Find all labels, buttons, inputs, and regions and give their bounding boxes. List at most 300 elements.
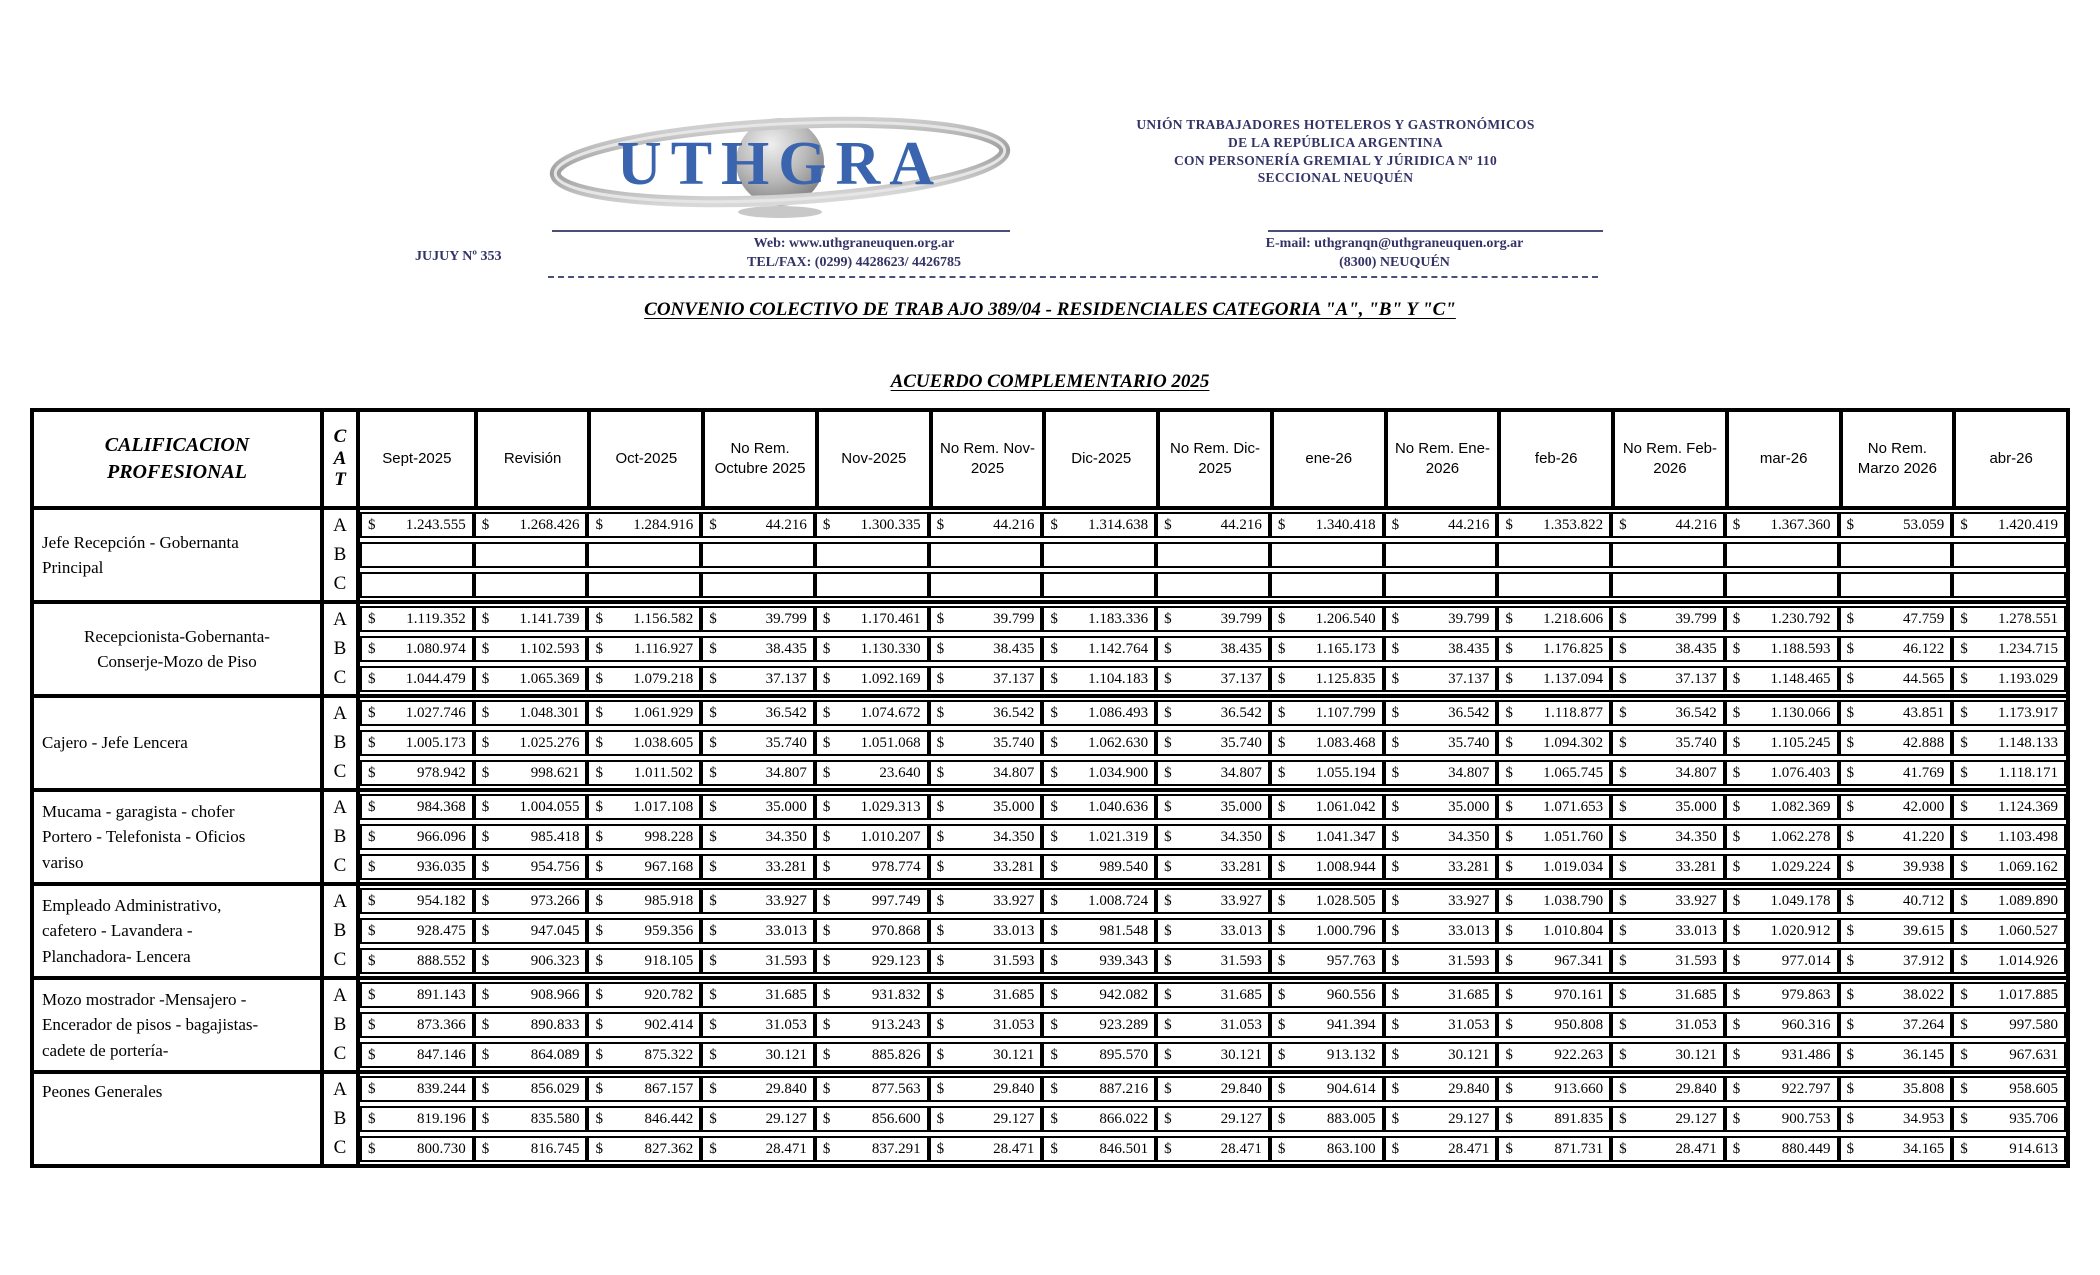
money-value: 1.148.133 bbox=[1997, 734, 2058, 751]
logo-shadow bbox=[738, 206, 822, 218]
money-cell bbox=[815, 512, 929, 538]
money-cell bbox=[929, 636, 1043, 662]
money-value: 1.079.218 bbox=[633, 670, 694, 687]
money-value: 37.264 bbox=[1903, 1016, 1945, 1033]
currency-symbol: $ bbox=[1732, 1016, 1741, 1033]
money-cell bbox=[1384, 794, 1498, 820]
currency-symbol: $ bbox=[1960, 764, 1968, 781]
money-cell bbox=[701, 636, 815, 662]
currency-symbol: $ bbox=[1050, 952, 1058, 969]
money-value: 1.029.224 bbox=[1770, 858, 1831, 875]
currency-symbol: $ bbox=[936, 828, 945, 845]
currency-symbol: $ bbox=[1960, 1016, 1968, 1033]
currency-symbol: $ bbox=[1391, 734, 1400, 751]
money-value: 888.552 bbox=[416, 952, 466, 969]
money-cell bbox=[1497, 700, 1611, 726]
money-cell bbox=[1042, 1042, 1156, 1068]
money-value: 33.927 bbox=[993, 892, 1035, 909]
currency-symbol: $ bbox=[595, 922, 603, 939]
currency-symbol: $ bbox=[1619, 610, 1627, 627]
currency-symbol: $ bbox=[1277, 1110, 1286, 1127]
money-value: 819.196 bbox=[416, 1110, 466, 1127]
money-value: 38.022 bbox=[1903, 986, 1945, 1003]
money-cell bbox=[1497, 948, 1611, 974]
currency-symbol: $ bbox=[368, 610, 376, 627]
currency-symbol: $ bbox=[1619, 764, 1627, 781]
currency-symbol: $ bbox=[1960, 1140, 1968, 1157]
money-value: 1.062.278 bbox=[1770, 828, 1831, 845]
money-value: 1.130.330 bbox=[860, 640, 921, 657]
money-value: 913.132 bbox=[1326, 1046, 1376, 1063]
money-value: 1.103.498 bbox=[1997, 828, 2058, 845]
money-cell bbox=[1725, 606, 1839, 632]
money-value: 1.029.313 bbox=[860, 798, 921, 815]
currency-symbol: $ bbox=[481, 1046, 490, 1063]
currency-symbol: $ bbox=[1960, 1110, 1968, 1127]
money-cell bbox=[587, 1106, 701, 1132]
money-value: 904.614 bbox=[1326, 1080, 1376, 1097]
currency-symbol: $ bbox=[1619, 640, 1627, 657]
currency-symbol: $ bbox=[1050, 516, 1058, 533]
money-value: 973.266 bbox=[530, 892, 580, 909]
currency-symbol: $ bbox=[936, 704, 945, 721]
money-value: 1.051.760 bbox=[1543, 828, 1604, 845]
money-value: 30.121 bbox=[993, 1046, 1035, 1063]
money-cell bbox=[1952, 948, 2066, 974]
org-line-1: UNIÓN TRABAJADORES HOTELEROS Y GASTRONÓMICOS bbox=[1136, 117, 1535, 132]
money-value: 31.593 bbox=[1220, 952, 1262, 969]
money-cell bbox=[474, 512, 588, 538]
money-cell bbox=[474, 918, 588, 944]
money-value: 1.156.582 bbox=[633, 610, 694, 627]
money-cell bbox=[1156, 730, 1270, 756]
money-cell bbox=[1270, 700, 1384, 726]
money-cell bbox=[929, 982, 1043, 1008]
currency-symbol: $ bbox=[368, 1016, 376, 1033]
currency-symbol: $ bbox=[822, 1080, 831, 1097]
currency-symbol: $ bbox=[1846, 704, 1855, 721]
money-cell bbox=[1611, 982, 1725, 1008]
currency-symbol: $ bbox=[1277, 670, 1286, 687]
currency-symbol: $ bbox=[481, 1140, 490, 1157]
currency-symbol: $ bbox=[1277, 1080, 1286, 1097]
column-header-6: No Rem. Nov-2025 bbox=[929, 412, 1043, 506]
money-cell bbox=[1725, 1136, 1839, 1162]
currency-symbol: $ bbox=[1164, 986, 1172, 1003]
money-cell bbox=[1952, 636, 2066, 662]
cat-cell: A B C bbox=[324, 604, 360, 694]
group-name: Jefe Recepción - Gobernanta Principal bbox=[34, 510, 324, 600]
money-value: 1.005.173 bbox=[405, 734, 466, 751]
money-cell bbox=[1725, 794, 1839, 820]
money-cell bbox=[815, 606, 929, 632]
money-value: 29.127 bbox=[1675, 1110, 1717, 1127]
cat-cell: A B C bbox=[324, 792, 360, 882]
currency-symbol: $ bbox=[1619, 952, 1627, 969]
money-cell bbox=[1839, 888, 1953, 914]
money-cell bbox=[1611, 1076, 1725, 1102]
currency-symbol: $ bbox=[481, 1080, 490, 1097]
currency-symbol: $ bbox=[481, 704, 490, 721]
money-cell bbox=[1497, 854, 1611, 880]
money-value: 33.281 bbox=[1448, 858, 1490, 875]
column-header-10: No Rem. Ene-2026 bbox=[1384, 412, 1498, 506]
money-value: 1.141.739 bbox=[519, 610, 580, 627]
money-value: 923.289 bbox=[1099, 1016, 1149, 1033]
money-value: 887.216 bbox=[1099, 1080, 1149, 1097]
money-cell bbox=[1270, 1042, 1384, 1068]
money-cell bbox=[1384, 1042, 1498, 1068]
money-cell bbox=[587, 824, 701, 850]
money-cell bbox=[587, 512, 701, 538]
money-cell bbox=[815, 948, 929, 974]
money-value: 1.119.352 bbox=[406, 610, 466, 627]
money-value: 1.268.426 bbox=[519, 516, 580, 533]
money-cell bbox=[474, 824, 588, 850]
money-value: 39.799 bbox=[1675, 610, 1717, 627]
money-value: 31.685 bbox=[1675, 986, 1717, 1003]
uthgra-logo bbox=[548, 104, 1018, 224]
money-cell bbox=[1611, 700, 1725, 726]
column-header-9: ene-26 bbox=[1270, 412, 1384, 506]
money-value: 35.740 bbox=[1675, 734, 1717, 751]
money-cell bbox=[1839, 1012, 1953, 1038]
currency-symbol: $ bbox=[1960, 640, 1968, 657]
money-cell bbox=[1725, 1012, 1839, 1038]
money-value: 835.580 bbox=[530, 1110, 580, 1127]
currency-symbol: $ bbox=[595, 1140, 603, 1157]
money-cell bbox=[1384, 512, 1498, 538]
currency-symbol: $ bbox=[1277, 1016, 1286, 1033]
money-cell bbox=[1725, 730, 1839, 756]
currency-symbol: $ bbox=[709, 1046, 717, 1063]
money-value: 39.799 bbox=[1448, 610, 1490, 627]
money-cell bbox=[1611, 794, 1725, 820]
currency-symbol: $ bbox=[1505, 1110, 1513, 1127]
column-header-2: Revisión bbox=[474, 412, 588, 506]
money-cell bbox=[701, 1012, 815, 1038]
currency-symbol: $ bbox=[822, 704, 831, 721]
currency-symbol: $ bbox=[1960, 892, 1968, 909]
money-cell bbox=[1270, 918, 1384, 944]
money-value: 1.102.593 bbox=[519, 640, 580, 657]
currency-symbol: $ bbox=[595, 610, 603, 627]
currency-symbol: $ bbox=[709, 670, 717, 687]
currency-symbol: $ bbox=[822, 764, 831, 781]
money-value: 1.107.799 bbox=[1315, 704, 1376, 721]
money-value: 1.183.336 bbox=[1088, 610, 1149, 627]
money-value: 35.740 bbox=[1220, 734, 1262, 751]
currency-symbol: $ bbox=[368, 858, 376, 875]
money-cell bbox=[360, 606, 474, 632]
currency-symbol: $ bbox=[1164, 1016, 1172, 1033]
money-value: 1.218.606 bbox=[1543, 610, 1604, 627]
currency-symbol: $ bbox=[1050, 764, 1058, 781]
currency-symbol: $ bbox=[709, 704, 717, 721]
money-cell bbox=[929, 1106, 1043, 1132]
money-cell bbox=[1156, 666, 1270, 692]
money-value: 34.807 bbox=[1220, 764, 1262, 781]
currency-symbol: $ bbox=[1277, 734, 1286, 751]
currency-symbol: $ bbox=[1391, 828, 1400, 845]
currency-symbol: $ bbox=[368, 1046, 376, 1063]
money-value: 939.343 bbox=[1099, 952, 1149, 969]
money-cell bbox=[1611, 824, 1725, 850]
money-cell bbox=[1611, 854, 1725, 880]
money-cell bbox=[1156, 1042, 1270, 1068]
currency-symbol: $ bbox=[1277, 1140, 1286, 1157]
currency-symbol: $ bbox=[481, 986, 490, 1003]
money-cell bbox=[1270, 1076, 1384, 1102]
currency-symbol: $ bbox=[595, 516, 603, 533]
currency-symbol: $ bbox=[1619, 922, 1627, 939]
money-value: 1.034.900 bbox=[1088, 764, 1149, 781]
currency-symbol: $ bbox=[709, 1140, 717, 1157]
money-value: 31.685 bbox=[993, 986, 1035, 1003]
money-cell bbox=[1156, 1136, 1270, 1162]
currency-symbol: $ bbox=[1960, 670, 1968, 687]
money-value: 31.053 bbox=[1448, 1016, 1490, 1033]
money-cell bbox=[815, 730, 929, 756]
money-cell bbox=[587, 606, 701, 632]
money-value: 1.014.926 bbox=[1997, 952, 2058, 969]
money-value: 922.263 bbox=[1554, 1046, 1604, 1063]
currency-symbol: $ bbox=[1505, 1046, 1513, 1063]
cat-cell: A B C bbox=[324, 698, 360, 788]
money-cell bbox=[1270, 854, 1384, 880]
money-cell bbox=[1042, 542, 1156, 568]
money-cell bbox=[1497, 512, 1611, 538]
money-value: 44.216 bbox=[765, 516, 807, 533]
money-cell bbox=[1725, 700, 1839, 726]
currency-symbol: $ bbox=[481, 516, 490, 533]
money-value: 33.281 bbox=[765, 858, 807, 875]
money-cell bbox=[815, 542, 929, 568]
money-cell bbox=[1156, 824, 1270, 850]
money-value: 1.118.877 bbox=[1543, 704, 1604, 721]
money-cell bbox=[587, 888, 701, 914]
cat-header: C A T bbox=[324, 412, 360, 506]
currency-symbol: $ bbox=[1619, 892, 1627, 909]
currency-symbol: $ bbox=[1164, 798, 1172, 815]
group-row-6 bbox=[34, 976, 2066, 1070]
money-cell bbox=[701, 918, 815, 944]
currency-symbol: $ bbox=[1050, 1110, 1058, 1127]
money-value: 44.216 bbox=[1220, 516, 1262, 533]
currency-symbol: $ bbox=[1164, 704, 1172, 721]
money-value: 966.096 bbox=[416, 828, 466, 845]
money-cell bbox=[587, 730, 701, 756]
currency-symbol: $ bbox=[1732, 828, 1741, 845]
money-value: 941.394 bbox=[1326, 1016, 1376, 1033]
currency-symbol: $ bbox=[1619, 828, 1627, 845]
money-value: 29.840 bbox=[765, 1080, 807, 1097]
currency-symbol: $ bbox=[595, 892, 603, 909]
currency-symbol: $ bbox=[1505, 986, 1513, 1003]
money-cell bbox=[1952, 854, 2066, 880]
money-cell bbox=[1497, 918, 1611, 944]
currency-symbol: $ bbox=[1846, 986, 1855, 1003]
money-cell bbox=[587, 542, 701, 568]
money-cell bbox=[1725, 982, 1839, 1008]
money-value: 1.008.724 bbox=[1088, 892, 1149, 909]
email-contact-block bbox=[1172, 235, 1617, 273]
money-cell bbox=[1270, 636, 1384, 662]
money-value: 35.000 bbox=[1675, 798, 1717, 815]
currency-symbol: $ bbox=[1164, 1140, 1172, 1157]
column-header-5: Nov-2025 bbox=[815, 412, 929, 506]
currency-symbol: $ bbox=[1277, 704, 1286, 721]
column-header-12: No Rem. Feb-2026 bbox=[1611, 412, 1725, 506]
money-cell bbox=[360, 760, 474, 786]
money-cell bbox=[1270, 824, 1384, 850]
money-cell bbox=[815, 700, 929, 726]
money-cell bbox=[815, 794, 929, 820]
currency-symbol: $ bbox=[1505, 1016, 1513, 1033]
currency-symbol: $ bbox=[1960, 610, 1968, 627]
money-cell bbox=[360, 948, 474, 974]
money-cell bbox=[1384, 760, 1498, 786]
money-cell bbox=[1611, 1012, 1725, 1038]
money-value: 895.570 bbox=[1099, 1046, 1149, 1063]
money-value: 1.048.301 bbox=[519, 704, 580, 721]
money-value: 1.284.916 bbox=[633, 516, 694, 533]
money-cell bbox=[1952, 542, 2066, 568]
currency-symbol: $ bbox=[822, 1046, 831, 1063]
money-cell bbox=[1270, 982, 1384, 1008]
money-cell bbox=[1384, 1012, 1498, 1038]
money-cell bbox=[1725, 918, 1839, 944]
money-cell bbox=[701, 700, 815, 726]
money-cell bbox=[1952, 730, 2066, 756]
currency-symbol: $ bbox=[1505, 1080, 1513, 1097]
money-value: 34.807 bbox=[1675, 764, 1717, 781]
money-cell bbox=[1839, 700, 1953, 726]
group-name: Mucama - garagista - chofer Portero - Telefonista - Oficios variso bbox=[34, 792, 324, 882]
currency-symbol: $ bbox=[595, 828, 603, 845]
currency-symbol: $ bbox=[1164, 828, 1172, 845]
currency-symbol: $ bbox=[368, 892, 376, 909]
currency-symbol: $ bbox=[1619, 1110, 1627, 1127]
money-value: 1.038.605 bbox=[633, 734, 694, 751]
money-value: 33.927 bbox=[1448, 892, 1490, 909]
money-cell bbox=[815, 1076, 929, 1102]
money-value: 913.243 bbox=[871, 1016, 921, 1033]
currency-symbol: $ bbox=[709, 1110, 717, 1127]
money-cell bbox=[815, 666, 929, 692]
money-value: 960.316 bbox=[1781, 1016, 1831, 1033]
currency-symbol: $ bbox=[936, 986, 945, 1003]
money-value: 985.418 bbox=[530, 828, 580, 845]
currency-symbol: $ bbox=[1505, 610, 1513, 627]
money-cell bbox=[1156, 794, 1270, 820]
currency-symbol: $ bbox=[709, 610, 717, 627]
email-line: E-mail: uthgranqn@uthgraneuquen.org.ar bbox=[1265, 236, 1524, 251]
money-cell bbox=[474, 1136, 588, 1162]
currency-symbol: $ bbox=[368, 952, 376, 969]
money-value: 958.605 bbox=[2009, 1080, 2058, 1097]
money-value: 34.350 bbox=[1220, 828, 1262, 845]
money-value: 1.069.162 bbox=[1997, 858, 2058, 875]
group-row-5 bbox=[34, 882, 2066, 976]
currency-symbol: $ bbox=[368, 516, 376, 533]
money-value: 1.041.347 bbox=[1315, 828, 1376, 845]
money-cell bbox=[474, 760, 588, 786]
currency-symbol: $ bbox=[1732, 1046, 1741, 1063]
money-value: 863.100 bbox=[1326, 1140, 1376, 1157]
money-cell bbox=[1042, 824, 1156, 850]
money-value: 33.281 bbox=[1220, 858, 1262, 875]
money-value: 1.083.468 bbox=[1315, 734, 1376, 751]
money-value: 998.228 bbox=[644, 828, 694, 845]
money-value: 922.797 bbox=[1781, 1080, 1831, 1097]
money-cell bbox=[929, 824, 1043, 850]
money-value: 33.013 bbox=[1220, 922, 1262, 939]
money-cell bbox=[1611, 606, 1725, 632]
currency-symbol: $ bbox=[1732, 1140, 1741, 1157]
currency-symbol: $ bbox=[936, 1110, 945, 1127]
money-cell bbox=[1611, 512, 1725, 538]
currency-symbol: $ bbox=[936, 798, 945, 815]
money-value: 856.029 bbox=[530, 1080, 580, 1097]
currency-symbol: $ bbox=[595, 670, 603, 687]
currency-symbol: $ bbox=[1391, 1046, 1400, 1063]
currency-symbol: $ bbox=[822, 734, 831, 751]
money-value: 1.125.835 bbox=[1315, 670, 1376, 687]
money-value: 954.182 bbox=[416, 892, 466, 909]
money-value: 873.366 bbox=[416, 1016, 466, 1033]
money-cell bbox=[1270, 794, 1384, 820]
currency-symbol: $ bbox=[1960, 986, 1968, 1003]
money-cell bbox=[701, 606, 815, 632]
money-cell bbox=[360, 512, 474, 538]
money-value: 37.137 bbox=[765, 670, 807, 687]
currency-symbol: $ bbox=[368, 640, 376, 657]
money-value: 978.942 bbox=[416, 764, 466, 781]
currency-symbol: $ bbox=[1277, 516, 1286, 533]
currency-symbol: $ bbox=[1732, 986, 1741, 1003]
money-value: 31.053 bbox=[1675, 1016, 1717, 1033]
money-cell bbox=[474, 1042, 588, 1068]
money-cell bbox=[701, 572, 815, 598]
money-value: 34.350 bbox=[993, 828, 1035, 845]
currency-symbol: $ bbox=[1164, 640, 1172, 657]
column-header-1: Sept-2025 bbox=[382, 449, 452, 467]
currency-symbol: $ bbox=[1732, 1080, 1741, 1097]
currency-symbol: $ bbox=[1846, 1080, 1855, 1097]
money-value: 35.740 bbox=[1448, 734, 1490, 751]
currency-symbol: $ bbox=[1505, 922, 1513, 939]
currency-symbol: $ bbox=[936, 858, 945, 875]
currency-symbol: $ bbox=[709, 952, 717, 969]
money-cell bbox=[1725, 760, 1839, 786]
money-value: 35.000 bbox=[1220, 798, 1262, 815]
money-value: 33.281 bbox=[993, 858, 1035, 875]
currency-symbol: $ bbox=[709, 516, 717, 533]
currency-symbol: $ bbox=[595, 986, 603, 1003]
currency-symbol: $ bbox=[709, 858, 717, 875]
money-value: 885.826 bbox=[871, 1046, 921, 1063]
money-value: 891.835 bbox=[1554, 1110, 1604, 1127]
currency-symbol: $ bbox=[1391, 670, 1400, 687]
currency-symbol: $ bbox=[1619, 1046, 1627, 1063]
money-value: 37.137 bbox=[1220, 670, 1262, 687]
money-value: 42.888 bbox=[1903, 734, 1945, 751]
money-value: 1.188.593 bbox=[1770, 640, 1831, 657]
money-cell bbox=[1384, 542, 1498, 568]
cat-cell: A B C bbox=[324, 886, 360, 976]
currency-symbol: $ bbox=[595, 798, 603, 815]
